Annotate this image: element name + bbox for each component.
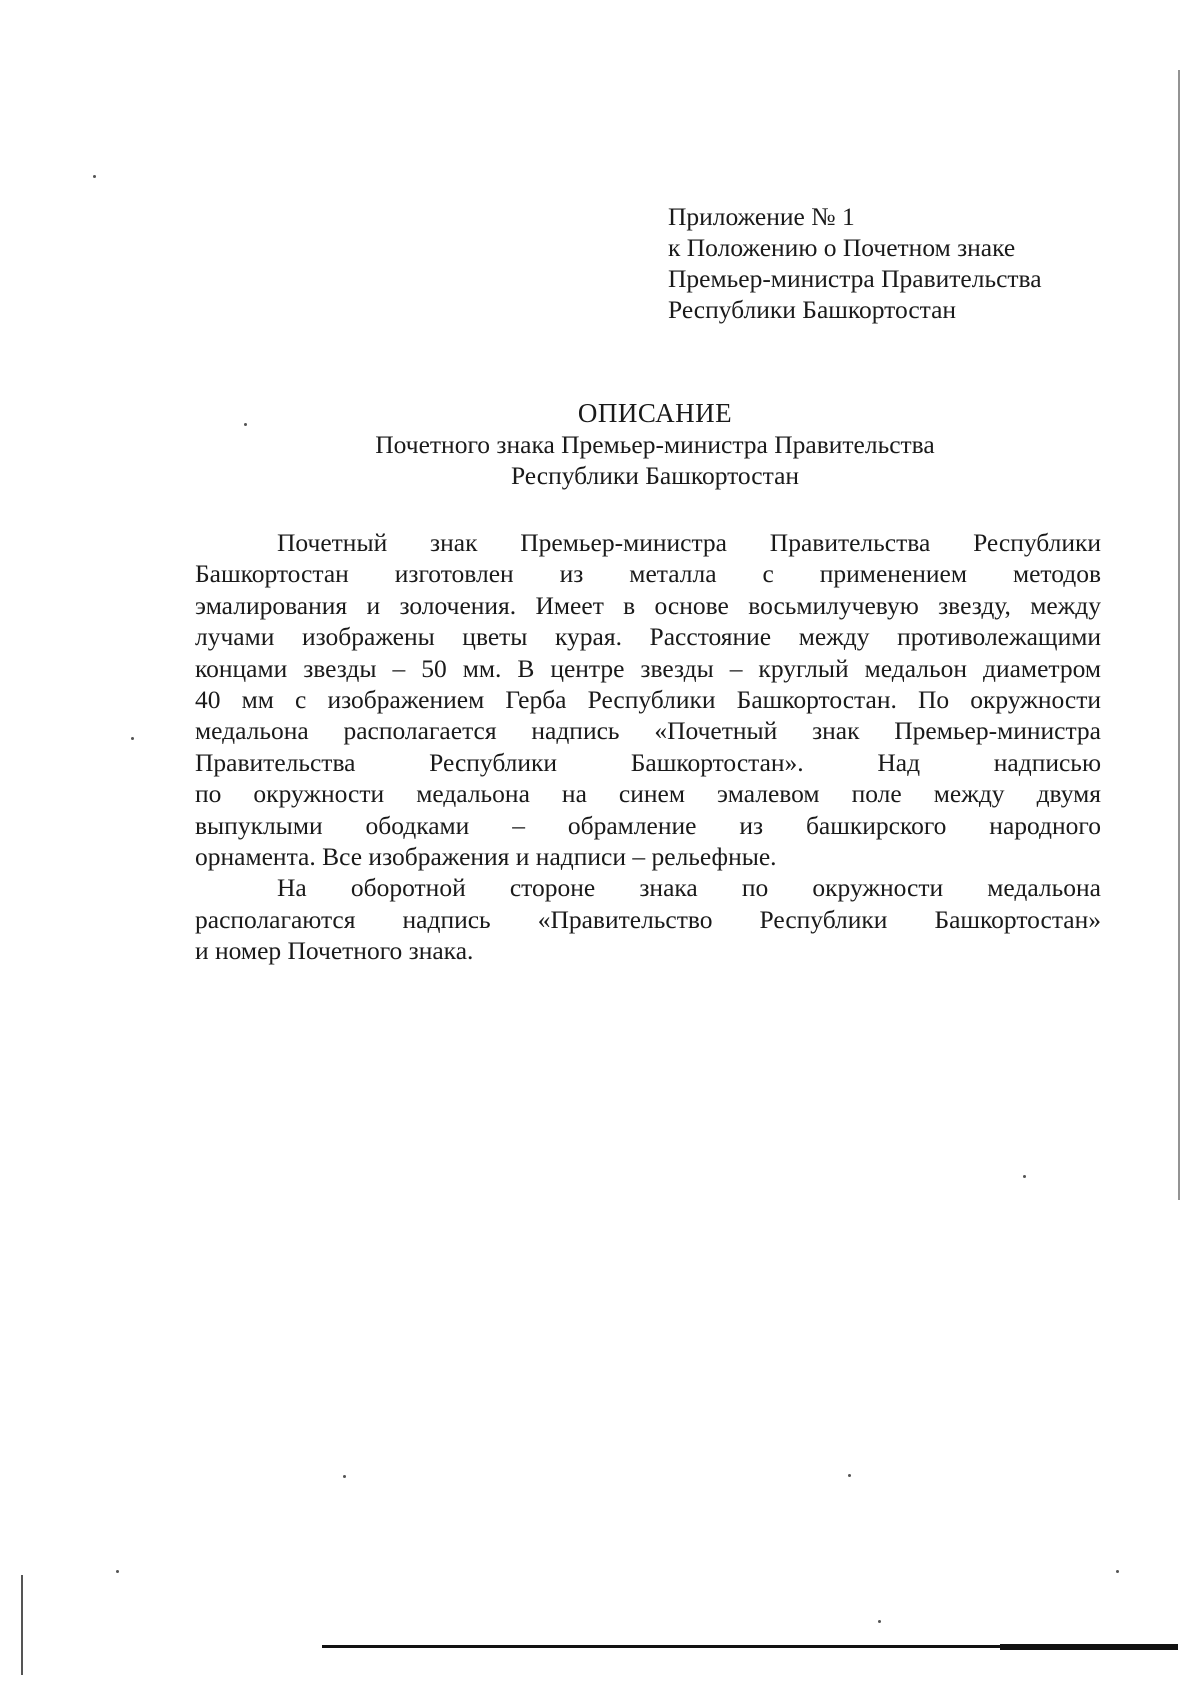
document-subtitle-line-2: Республики Башкортостан <box>510 461 800 490</box>
paragraph-2-line: располагаются надпись «Правительство Республики Башкортостан» <box>195 904 1101 934</box>
paragraph-1-line: эмалирования и золочения. Имеет в основе восьмилучевую звезду, между <box>195 590 1101 620</box>
paragraph-2 <box>195 872 1101 966</box>
paragraph-1-line: Правительства Республики Башкортостан». Над надписью <box>195 747 1101 777</box>
document-subtitle-line-1: Почетного знака Премьер-министра Правительства <box>375 430 935 459</box>
paragraph-1-line: концами звезды – 50 мм. В центре звезды – круглый медальон диаметром <box>195 653 1101 683</box>
paragraph-1-line: медальона располагается надпись «Почетный знак Премьер-министра <box>195 716 1101 746</box>
appendix-line-3: Премьер-министра Правительства <box>668 264 1042 293</box>
scan-edge-right <box>1178 70 1180 1200</box>
appendix-line-4: Республики Башкортостан <box>668 295 957 324</box>
document-title-block <box>330 398 980 491</box>
document-body <box>195 527 1101 967</box>
paragraph-1-line: Почетный знак Премьер-министра Правительства Республики <box>277 528 1101 557</box>
scan-bottom-line-thick <box>1000 1644 1178 1650</box>
appendix-line-1: Приложение № 1 <box>668 202 855 231</box>
paragraph-1-line: 40 мм с изображением Герба Республики Башкортостан. По окружности <box>195 685 1101 715</box>
paragraph-2-line: и номер Почетного знака. <box>195 936 474 966</box>
scan-speck <box>116 1570 119 1573</box>
scan-speck <box>1116 1570 1119 1573</box>
paragraph-1-line: лучами изображены цветы курая. Расстояние между противолежащими <box>195 622 1101 652</box>
scan-speck <box>244 423 247 426</box>
scan-speck <box>131 737 134 740</box>
scan-speck <box>343 1475 346 1478</box>
paragraph-1-line: выпуклыми ободками – обрамление из башкирского народного <box>195 810 1101 840</box>
document-heading: ОПИСАНИЕ <box>577 398 733 428</box>
paragraph-1-line: Башкортостан изготовлен из металла с применением методов <box>195 559 1101 589</box>
scan-speck <box>878 1620 881 1623</box>
scan-speck <box>848 1474 851 1477</box>
paragraph-1-line: орнамента. Все изображения и надписи – рельефные. <box>195 842 777 872</box>
appendix-reference <box>668 201 1042 325</box>
paragraph-1-line: по окружности медальона на синем эмалевом поле между двумя <box>195 779 1101 809</box>
appendix-line-2: к Положению о Почетном знаке <box>668 233 1016 262</box>
paragraph-1 <box>195 527 1101 872</box>
scan-speck <box>1023 1175 1026 1178</box>
paragraph-2-line: На оборотной стороне знака по окружности медальона <box>277 873 1101 903</box>
scan-speck <box>93 175 96 178</box>
scan-edge-left <box>21 1575 23 1675</box>
